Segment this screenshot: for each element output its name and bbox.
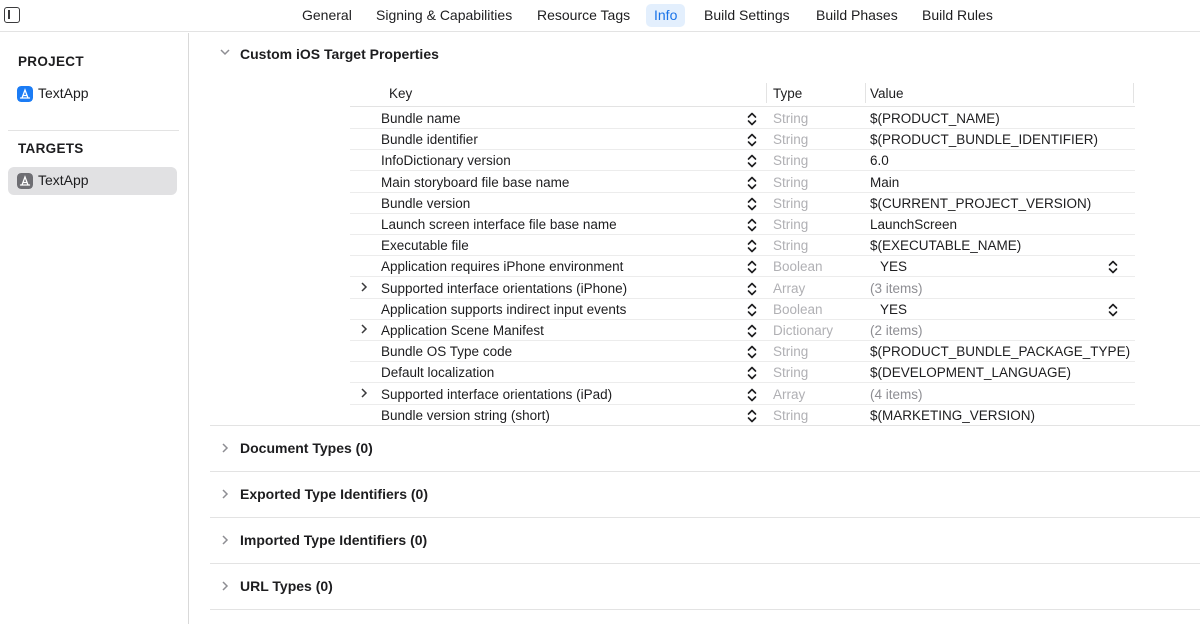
property-key[interactable]: Application requires iPhone environment	[381, 259, 624, 275]
column-divider	[766, 83, 767, 103]
value-popup-updown-icon[interactable]	[1107, 259, 1119, 275]
tab-signing-capabilities[interactable]: Signing & Capabilities	[376, 7, 513, 23]
table-row[interactable]	[350, 150, 1135, 171]
app-store-project-icon	[17, 86, 33, 102]
table-row[interactable]	[350, 193, 1135, 214]
table-row[interactable]	[350, 256, 1135, 277]
chevron-right-icon[interactable]	[219, 441, 231, 458]
collapsed-section-title[interactable]: URL Types (0)	[240, 578, 333, 594]
key-selector-updown-icon[interactable]	[746, 238, 758, 254]
table-row[interactable]	[350, 299, 1135, 320]
collapsed-section-title[interactable]: Document Types (0)	[240, 440, 373, 456]
property-type[interactable]: Array	[773, 280, 806, 296]
tab-resource-tags[interactable]: Resource Tags	[537, 7, 631, 23]
property-type[interactable]: String	[773, 153, 809, 169]
tab-build-settings[interactable]: Build Settings	[704, 7, 790, 23]
column-header-value[interactable]: Value	[870, 86, 904, 101]
key-selector-updown-icon[interactable]	[746, 132, 758, 148]
table-row[interactable]	[350, 108, 1135, 129]
key-selector-updown-icon[interactable]	[746, 281, 758, 297]
project-heading: PROJECT	[18, 54, 84, 69]
chevron-right-icon[interactable]	[358, 280, 370, 297]
custom-properties-section-title[interactable]: Custom iOS Target Properties	[240, 46, 439, 62]
table-row[interactable]	[350, 320, 1135, 341]
chevron-down-icon[interactable]	[219, 46, 231, 61]
sidebar-item-project-textapp[interactable]	[8, 80, 177, 108]
table-row[interactable]	[350, 405, 1135, 426]
property-value[interactable]: (3 items)	[870, 280, 923, 296]
property-value[interactable]: YES	[880, 301, 908, 317]
key-selector-updown-icon[interactable]	[746, 344, 758, 360]
property-value[interactable]: $(DEVELOPMENT_LANGUAGE)	[870, 365, 1072, 381]
table-row[interactable]	[350, 384, 1135, 405]
app-target-icon	[17, 173, 33, 189]
info-editor	[190, 33, 1200, 624]
key-selector-updown-icon[interactable]	[746, 259, 758, 275]
key-selector-updown-icon[interactable]	[746, 302, 758, 318]
section-divider	[210, 425, 1200, 426]
section-divider	[210, 609, 1200, 610]
property-key[interactable]: Supported interface orientations (iPhone)	[381, 280, 628, 296]
section-divider	[210, 471, 1200, 472]
key-selector-updown-icon[interactable]	[746, 217, 758, 233]
property-key[interactable]: Application Scene Manifest	[381, 323, 544, 338]
property-value[interactable]: Main	[870, 174, 900, 190]
key-selector-updown-icon[interactable]	[746, 111, 758, 127]
property-type[interactable]: Boolean	[773, 301, 823, 317]
sidebar-toggle-icon[interactable]	[4, 7, 20, 23]
property-key[interactable]: Launch screen interface file base name	[381, 217, 617, 232]
tab-build-phases[interactable]: Build Phases	[816, 7, 898, 23]
value-popup-updown-icon[interactable]	[1107, 302, 1119, 318]
property-key[interactable]: Executable file	[381, 238, 469, 254]
tab-info[interactable]: Info	[646, 4, 685, 27]
property-value[interactable]: $(PRODUCT_BUNDLE_PACKAGE_TYPE)	[870, 344, 1131, 360]
table-row[interactable]	[350, 278, 1135, 299]
property-value[interactable]: YES	[880, 259, 908, 275]
property-key[interactable]: InfoDictionary version	[381, 153, 511, 169]
property-type[interactable]: String	[773, 111, 809, 126]
property-value[interactable]: $(CURRENT_PROJECT_VERSION)	[870, 195, 1092, 211]
property-key[interactable]: Default localization	[381, 365, 495, 381]
property-key[interactable]: Bundle version	[381, 195, 471, 211]
chevron-right-icon[interactable]	[219, 579, 231, 596]
column-header-type[interactable]: Type	[773, 86, 803, 101]
property-key[interactable]: Bundle version string (short)	[381, 407, 550, 423]
key-selector-updown-icon[interactable]	[746, 153, 758, 169]
chevron-right-icon[interactable]	[358, 322, 370, 339]
property-key[interactable]: Main storyboard file base name	[381, 174, 570, 190]
sidebar-item-target-textapp[interactable]	[8, 167, 177, 195]
tab-build-rules[interactable]: Build Rules	[922, 7, 993, 23]
sidebar-item-label: TextApp	[38, 172, 89, 188]
property-type[interactable]: Dictionary	[773, 323, 834, 338]
table-row[interactable]	[350, 341, 1135, 362]
key-selector-updown-icon[interactable]	[746, 408, 758, 424]
property-key[interactable]: Application supports indirect input events	[381, 301, 627, 317]
table-row[interactable]	[350, 214, 1135, 235]
column-divider	[865, 83, 866, 103]
section-divider	[210, 517, 1200, 518]
property-type[interactable]: Array	[773, 386, 806, 402]
table-row[interactable]	[350, 129, 1135, 150]
property-type[interactable]: String	[773, 174, 809, 190]
editor-tab-bar	[0, 0, 1200, 32]
collapsed-section-title[interactable]: Imported Type Identifiers (0)	[240, 532, 428, 548]
property-type[interactable]: String	[773, 195, 809, 211]
table-row[interactable]	[350, 235, 1135, 256]
chevron-right-icon[interactable]	[219, 533, 231, 550]
targets-heading: TARGETS	[18, 141, 84, 156]
chevron-right-icon[interactable]	[358, 386, 370, 403]
property-value[interactable]: 6.0	[870, 153, 889, 169]
sidebar-divider	[8, 130, 179, 131]
collapsed-section-title[interactable]: Exported Type Identifiers (0)	[240, 486, 428, 502]
property-key[interactable]: Supported interface orientations (iPad)	[381, 386, 613, 402]
property-type[interactable]: String	[773, 132, 809, 148]
property-type[interactable]: String	[773, 365, 809, 381]
column-header-key[interactable]: Key	[389, 86, 413, 101]
property-value[interactable]: $(PRODUCT_NAME)	[870, 111, 1000, 126]
column-divider	[1133, 83, 1134, 103]
property-type[interactable]: Boolean	[773, 259, 823, 275]
tab-general[interactable]: General	[302, 7, 352, 23]
property-key[interactable]: Bundle identifier	[381, 132, 478, 148]
key-selector-updown-icon[interactable]	[746, 323, 758, 339]
property-value[interactable]: $(PRODUCT_BUNDLE_IDENTIFIER)	[870, 132, 1099, 148]
property-value[interactable]: LaunchScreen	[870, 217, 958, 232]
sidebar-item-label: TextApp	[38, 85, 89, 101]
property-type[interactable]: String	[773, 217, 809, 232]
property-key[interactable]: Bundle OS Type code	[381, 344, 513, 360]
key-selector-updown-icon[interactable]	[746, 175, 758, 191]
table-header	[350, 79, 1135, 107]
key-selector-updown-icon[interactable]	[746, 365, 758, 381]
property-value[interactable]: $(EXECUTABLE_NAME)	[870, 238, 1022, 254]
property-value[interactable]: $(MARKETING_VERSION)	[870, 407, 1036, 423]
property-type[interactable]: String	[773, 407, 809, 423]
section-divider	[210, 563, 1200, 564]
property-type[interactable]: String	[773, 344, 809, 360]
property-value[interactable]: (4 items)	[870, 386, 923, 402]
property-key[interactable]: Bundle name	[381, 111, 461, 126]
chevron-right-icon[interactable]	[219, 487, 231, 504]
key-selector-updown-icon[interactable]	[746, 387, 758, 403]
property-value[interactable]: (2 items)	[870, 323, 923, 338]
project-navigator-sidebar	[0, 33, 189, 624]
key-selector-updown-icon[interactable]	[746, 196, 758, 212]
property-type[interactable]: String	[773, 238, 809, 254]
table-row[interactable]	[350, 172, 1135, 193]
table-row[interactable]	[350, 362, 1135, 383]
